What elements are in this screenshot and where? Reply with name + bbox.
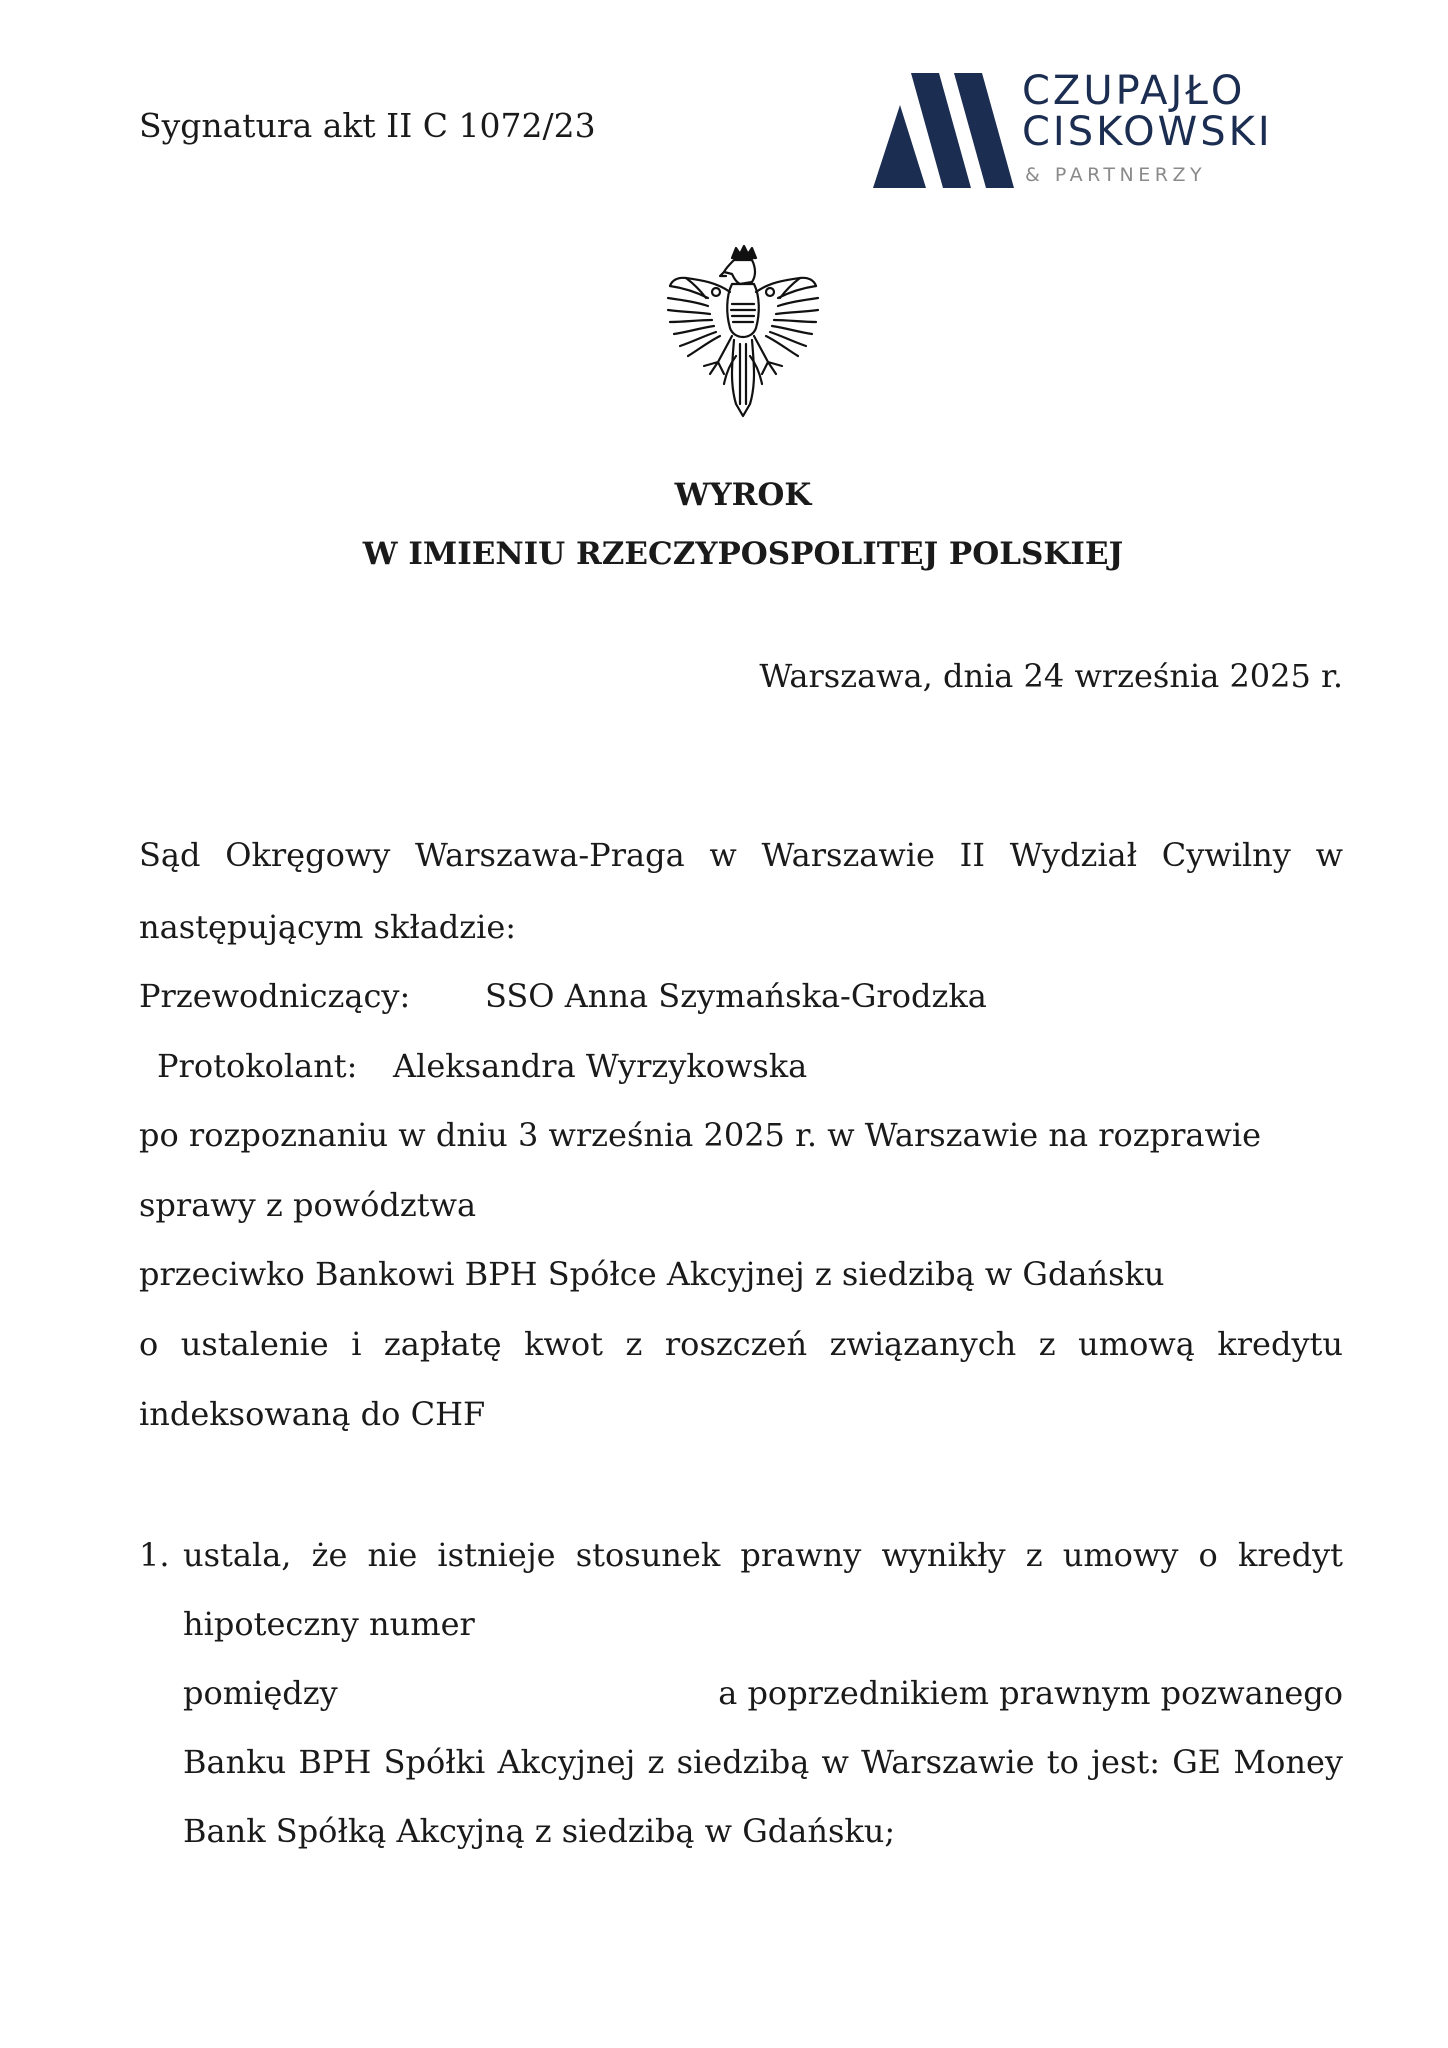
presiding-label: Przewodniczący: <box>139 977 411 1015</box>
subject-line-2: indeksowaną do CHF <box>139 1395 486 1433</box>
logo-name-line1: CZUPAJŁO <box>1022 68 1246 114</box>
ruling-item-line-5: Bank Spółką Akcyjną z siedzibą w Gdańsku; <box>183 1812 896 1850</box>
logo-name-line3: & PARTNERZY <box>1025 164 1207 186</box>
polish-eagle-emblem-icon <box>660 244 826 420</box>
law-firm-logo-mark-icon <box>870 70 1020 192</box>
subject-line-1: o ustalenie i zapłatę kwot z roszczeń związanych z umową kredytu <box>139 1325 1343 1363</box>
ruling-item-line-3a: pomiędzy <box>183 1674 338 1712</box>
hearing-line: po rozpoznaniu w dniu 3 września 2025 r. w Warszawie na rozprawie <box>139 1116 1262 1154</box>
clerk-label: Protokolant: <box>157 1047 358 1085</box>
court-line-2: następującym składzie: <box>139 908 517 946</box>
presiding-judge-row <box>139 976 987 1016</box>
clerk-name: Aleksandra Wyrzykowska <box>393 1047 808 1085</box>
ruling-item-line-1: ustala, że nie istnieje stosunek prawny wynikły z umowy o kredyt <box>183 1536 1343 1574</box>
ruling-item-line-4: Banku BPH Spółki Akcyjnej z siedzibą w Warszawie to jest: GE Money <box>183 1743 1343 1781</box>
court-line-1: Sąd Okręgowy Warszawa-Praga w Warszawie II Wydział Cywilny w <box>139 836 1343 874</box>
case-line: sprawy z powództwa <box>139 1186 477 1224</box>
ruling-item-line-3b: a poprzednikiem prawnym pozwanego <box>718 1674 1343 1712</box>
document-subtitle: W IMIENIU RZECZYPOSPOLITEJ POLSKIEJ <box>362 536 1124 572</box>
law-firm-logo <box>870 70 1330 192</box>
logo-name-line2: CISKOWSKI <box>1022 109 1273 155</box>
defendant-line: przeciwko Bankowi BPH Spółce Akcyjnej z siedzibą w Gdańsku <box>139 1255 1165 1293</box>
document-title: WYROK <box>674 477 812 513</box>
ruling-item-line-2: hipoteczny numer <box>183 1605 475 1643</box>
case-number: Sygnatura akt II C 1072/23 <box>139 106 596 145</box>
ruling-item-number: 1. <box>139 1536 170 1574</box>
clerk-row <box>157 1046 807 1086</box>
date-line: Warszawa, dnia 24 września 2025 r. <box>759 657 1343 695</box>
presiding-name: SSO Anna Szymańska-Grodzka <box>485 977 987 1015</box>
